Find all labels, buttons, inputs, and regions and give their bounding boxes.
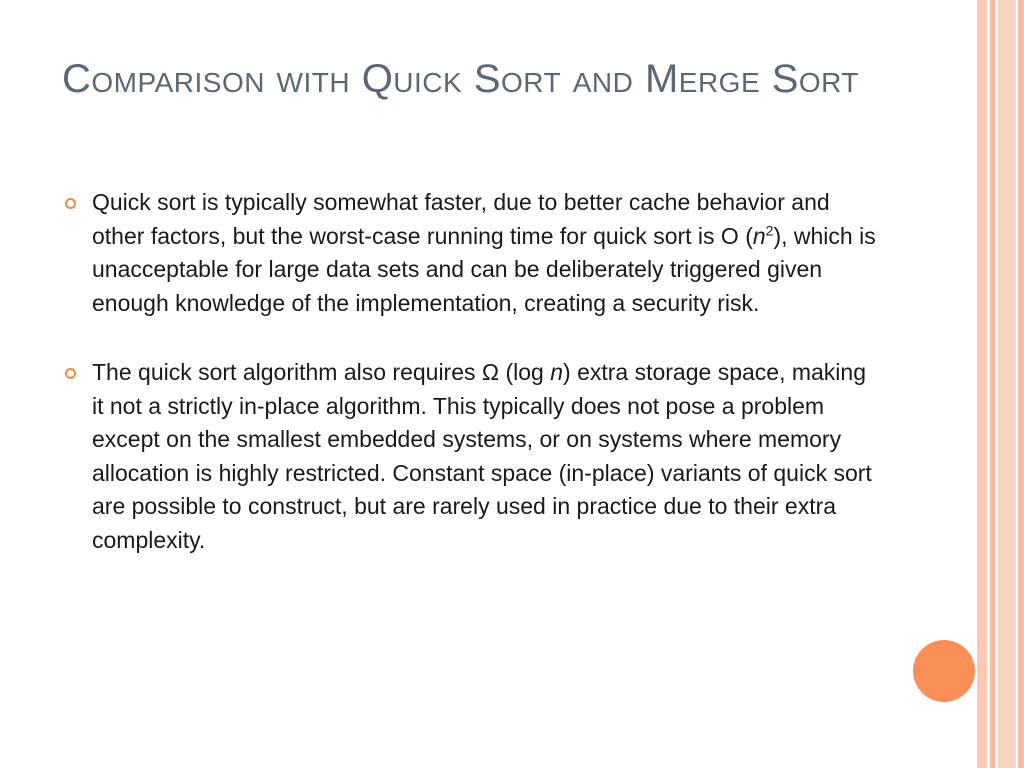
math-variable: n: [550, 359, 564, 385]
decorative-circle: [913, 640, 975, 702]
bullet-text: ), which is unacceptable for large data sets and can be deliberately triggered given enough knowledge of the implementation, creating a security risk.: [92, 222, 876, 316]
decorative-stripe: [1018, 0, 1024, 768]
bullet-item-1: [62, 186, 882, 320]
bullet-text: The quick sort algorithm also requires Ω (log: [92, 359, 551, 385]
slide-title: Comparison with Quick Sort and Merge Sort: [62, 57, 860, 101]
superscript: 2: [765, 221, 774, 238]
bullet-text: Quick sort is typically somewhat faster, due to better cache behavior and other factors, but the worst-case running time for quick sort is O (: [92, 189, 830, 249]
bullet-text: ) extra storage space, making it not a strictly in-place algorithm. This typically does not pose a problem except on the smallest embedded systems, or on systems where memory allocation is highly restricted. Constant space (in-place) variants of quick sort are possible to construct, but are rarely used in practice due to their extra complexity.: [92, 359, 872, 553]
bullet-list: [62, 186, 882, 557]
decorative-stripe: [998, 0, 1016, 768]
bullet-icon: [65, 198, 76, 209]
math-variable: n: [752, 222, 766, 249]
bullet-icon: [65, 368, 76, 379]
bullet-item-2: [62, 356, 882, 557]
decorative-stripe: [977, 0, 987, 768]
decorative-stripe: [990, 0, 995, 768]
